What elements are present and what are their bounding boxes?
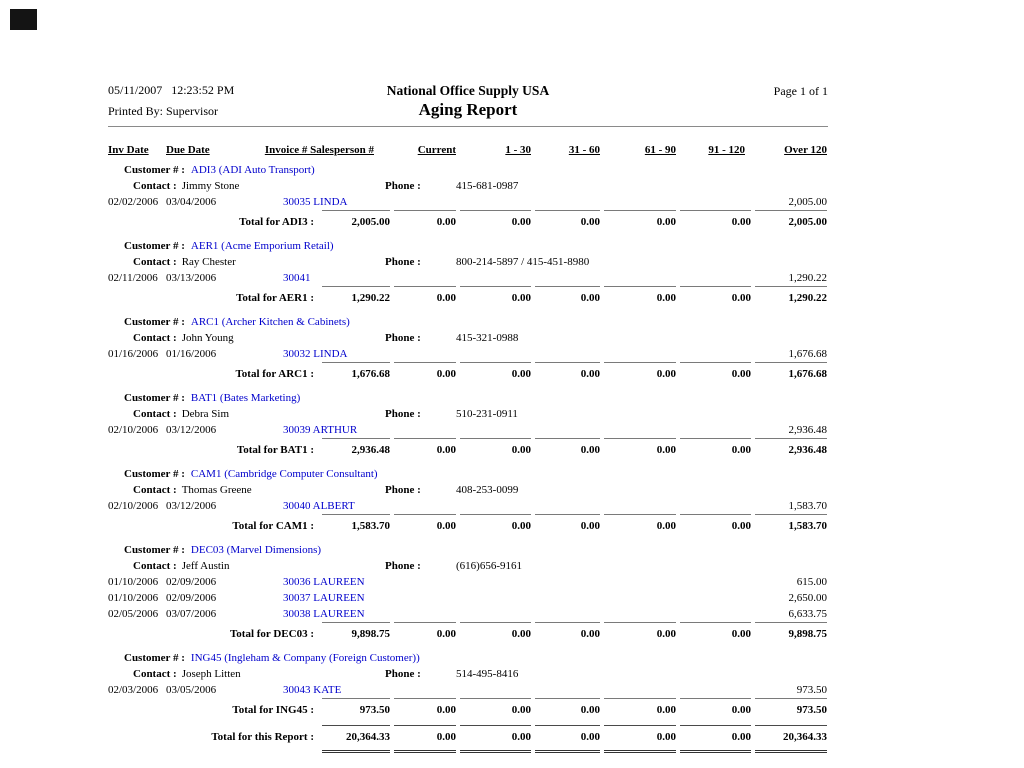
invoice-link[interactable]: 30037 LAUREEN <box>283 592 365 604</box>
customer-row <box>108 543 828 558</box>
invoice-due-date: 02/09/2006 <box>166 592 217 604</box>
phone-value: 510-231-0911 <box>456 408 518 420</box>
invoice-row <box>108 498 828 514</box>
invoice-link[interactable]: 30041 <box>283 272 311 284</box>
total-value: 2,936.48 <box>351 444 390 456</box>
col-header-31-60: 31 - 60 <box>568 144 600 156</box>
invoice-inv-date: 02/10/2006 <box>108 500 159 512</box>
total-value: 0.00 <box>580 704 600 716</box>
invoice-link[interactable]: 30038 LAUREEN <box>283 608 365 620</box>
report-total-double-rule <box>108 750 828 753</box>
total-value: 1,583.70 <box>788 520 827 532</box>
customer-total-label: Total for CAM1 : <box>232 520 314 532</box>
customer-total-label: Total for ING45 : <box>232 704 314 716</box>
invoice-due-date: 03/13/2006 <box>166 272 217 284</box>
total-value: 1,676.68 <box>788 368 827 380</box>
invoice-inv-date: 02/10/2006 <box>108 424 159 436</box>
invoice-row <box>108 590 828 606</box>
total-value: 1,290.22 <box>351 292 390 304</box>
invoice-over-120-amount: 973.50 <box>796 684 827 696</box>
total-value: 0.00 <box>731 368 751 380</box>
total-value: 973.50 <box>359 704 390 716</box>
customer-row <box>108 467 828 482</box>
invoice-row <box>108 270 828 286</box>
contact-label: Contact : <box>133 180 177 192</box>
col-header-1-30: 1 - 30 <box>505 144 531 156</box>
invoice-link[interactable]: 30039 ARTHUR <box>283 424 358 436</box>
total-value: 0.00 <box>436 292 456 304</box>
report-title: Aging Report <box>418 100 518 119</box>
customer-link[interactable]: ARC1 (Archer Kitchen & Cabinets) <box>190 316 350 328</box>
phone-value: 800-214-5897 / 415-451-8980 <box>456 256 590 268</box>
total-value: 0.00 <box>731 704 751 716</box>
customer-total-label: Total for ADI3 : <box>239 216 314 228</box>
total-value: 0.00 <box>580 368 600 380</box>
total-value: 1,583.70 <box>351 520 390 532</box>
invoice-over-120-amount: 1,583.70 <box>788 500 827 512</box>
col-header-invoice: Invoice # <box>264 144 308 156</box>
report-header <box>108 83 828 126</box>
total-value: 0.00 <box>511 520 531 532</box>
report-total-row <box>108 731 828 748</box>
contact-label: Contact : <box>133 484 177 496</box>
invoice-inv-date: 01/10/2006 <box>108 576 159 588</box>
report-total-value: 0.00 <box>731 731 751 743</box>
customer-total-label: Total for AER1 : <box>236 292 314 304</box>
contact-name: Thomas Greene <box>181 484 252 496</box>
invoice-row <box>108 574 828 590</box>
contact-name: Ray Chester <box>181 256 236 268</box>
invoice-over-120-amount: 2,650.00 <box>788 592 827 604</box>
invoice-link[interactable]: 30032 LINDA <box>283 348 348 360</box>
contact-label: Contact : <box>133 668 177 680</box>
customer-link[interactable]: AER1 (Acme Emporium Retail) <box>190 240 334 252</box>
customer-total-row <box>108 704 828 721</box>
col-header-invoice-salesperson <box>246 143 390 157</box>
invoice-row <box>108 194 828 210</box>
invoice-inv-date: 01/16/2006 <box>108 348 159 360</box>
total-value: 0.00 <box>511 368 531 380</box>
total-value: 0.00 <box>731 444 751 456</box>
total-value: 0.00 <box>436 704 456 716</box>
total-value: 2,005.00 <box>351 216 390 228</box>
total-value: 0.00 <box>656 520 676 532</box>
invoice-link[interactable]: 30036 LAUREEN <box>283 576 365 588</box>
aging-report <box>108 83 828 753</box>
total-value: 0.00 <box>436 216 456 228</box>
total-value: 0.00 <box>511 628 531 640</box>
report-total-value: 0.00 <box>436 731 456 743</box>
customer-total-label: Total for DEC03 : <box>229 628 314 640</box>
customer-label: Customer # : <box>124 240 185 252</box>
phone-label: Phone : <box>385 180 421 192</box>
total-value: 0.00 <box>511 444 531 456</box>
invoice-due-date: 01/16/2006 <box>166 348 217 360</box>
col-header-inv-date: Inv Date <box>108 144 149 156</box>
total-value: 0.00 <box>731 216 751 228</box>
total-value: 2,936.48 <box>788 444 827 456</box>
total-value: 0.00 <box>731 628 751 640</box>
customer-total-row <box>108 628 828 645</box>
phone-value: 415-681-0987 <box>456 180 519 192</box>
contact-label: Contact : <box>133 332 177 344</box>
contact-label: Contact : <box>133 560 177 572</box>
customer-link[interactable]: BAT1 (Bates Marketing) <box>190 392 301 404</box>
invoice-link[interactable]: 30040 ALBERT <box>283 500 355 512</box>
total-value: 0.00 <box>436 520 456 532</box>
phone-value: 415-321-0988 <box>456 332 519 344</box>
report-total-value: 0.00 <box>656 731 676 743</box>
report-total-value: 0.00 <box>580 731 600 743</box>
customer-row <box>108 391 828 406</box>
total-value: 2,005.00 <box>788 216 827 228</box>
total-value: 0.00 <box>580 520 600 532</box>
invoice-due-date: 03/04/2006 <box>166 196 217 208</box>
customer-link[interactable]: ING45 (Ingleham & Company (Foreign Customer)) <box>190 652 420 664</box>
contact-label: Contact : <box>133 408 177 420</box>
company-name: National Office Supply USA <box>386 83 550 98</box>
customer-total-row <box>108 216 828 233</box>
customer-label: Customer # : <box>124 468 185 480</box>
total-value: 0.00 <box>511 704 531 716</box>
invoice-over-120-amount: 2,005.00 <box>788 196 827 208</box>
total-value: 0.00 <box>656 368 676 380</box>
customer-total-row <box>108 292 828 309</box>
invoice-link[interactable]: 30043 KATE <box>283 684 342 696</box>
contact-row <box>108 558 828 574</box>
screen-artifact <box>10 9 37 30</box>
invoice-link[interactable]: 30035 LINDA <box>283 196 348 208</box>
total-value: 0.00 <box>436 628 456 640</box>
contact-row <box>108 330 828 346</box>
invoice-due-date: 03/07/2006 <box>166 608 217 620</box>
contact-name: Debra Sim <box>181 408 230 420</box>
phone-label: Phone : <box>385 560 421 572</box>
invoice-due-date: 02/09/2006 <box>166 576 217 588</box>
invoice-inv-date: 02/03/2006 <box>108 684 159 696</box>
customer-label: Customer # : <box>124 164 185 176</box>
invoice-row <box>108 682 828 698</box>
customer-label: Customer # : <box>124 392 185 404</box>
phone-label: Phone : <box>385 668 421 680</box>
total-value: 0.00 <box>511 216 531 228</box>
total-value: 0.00 <box>580 292 600 304</box>
total-value: 0.00 <box>511 292 531 304</box>
column-header-row <box>108 143 828 157</box>
col-header-91-120: 91 - 120 <box>708 144 745 156</box>
total-value: 0.00 <box>656 444 676 456</box>
contact-row <box>108 482 828 498</box>
customer-total-row <box>108 520 828 537</box>
contact-name: Jeff Austin <box>181 560 230 572</box>
printed-datetime: 05/11/2007 12:23:52 PM <box>108 83 235 97</box>
total-value: 0.00 <box>580 444 600 456</box>
invoice-inv-date: 01/10/2006 <box>108 592 159 604</box>
invoice-over-120-amount: 615.00 <box>796 576 827 588</box>
customer-link[interactable]: ADI3 (ADI Auto Transport) <box>190 164 315 176</box>
phone-label: Phone : <box>385 408 421 420</box>
invoice-over-120-amount: 2,936.48 <box>788 424 827 436</box>
invoice-over-120-amount: 1,676.68 <box>788 348 827 360</box>
customer-link[interactable]: DEC03 (Marvel Dimensions) <box>190 544 322 556</box>
col-header-over-120: Over 120 <box>784 144 827 156</box>
phone-label: Phone : <box>385 484 421 496</box>
col-header-current: Current <box>417 144 456 156</box>
total-value: 1,676.68 <box>351 368 390 380</box>
phone-value: (616)656-9161 <box>456 560 522 572</box>
contact-name: John Young <box>181 332 234 344</box>
invoice-row <box>108 422 828 438</box>
customer-label: Customer # : <box>124 316 185 328</box>
report-total-value: 0.00 <box>511 731 531 743</box>
customer-label: Customer # : <box>124 544 185 556</box>
header-rule <box>108 126 828 127</box>
contact-row <box>108 254 828 270</box>
contact-row <box>108 406 828 422</box>
report-total-value: 20,364.33 <box>783 731 827 743</box>
report-total-value: 20,364.33 <box>346 731 390 743</box>
invoice-inv-date: 02/02/2006 <box>108 196 159 208</box>
invoice-due-date: 03/12/2006 <box>166 500 217 512</box>
customer-link[interactable]: CAM1 (Cambridge Computer Consultant) <box>190 468 378 480</box>
customer-row <box>108 239 828 254</box>
customer-total-label: Total for ARC1 : <box>235 368 314 380</box>
total-value: 0.00 <box>580 216 600 228</box>
phone-value: 514-495-8416 <box>456 668 519 680</box>
phone-value: 408-253-0099 <box>456 484 519 496</box>
customer-label: Customer # : <box>124 652 185 664</box>
total-value: 0.00 <box>656 704 676 716</box>
page-indicator: Page 1 of 1 <box>773 84 828 98</box>
total-value: 9,898.75 <box>351 628 390 640</box>
customer-total-row <box>108 444 828 461</box>
contact-name: Jimmy Stone <box>181 180 240 192</box>
col-header-salesperson: Salesperson # <box>310 144 374 156</box>
invoice-row <box>108 606 828 622</box>
invoice-row <box>108 346 828 362</box>
total-value: 0.00 <box>656 292 676 304</box>
customer-row <box>108 315 828 330</box>
invoice-over-120-amount: 1,290.22 <box>788 272 827 284</box>
col-header-due-date: Due Date <box>166 144 210 156</box>
total-value: 973.50 <box>796 704 827 716</box>
invoice-over-120-amount: 6,633.75 <box>788 608 827 620</box>
customer-row <box>108 651 828 666</box>
contact-name: Joseph Litten <box>181 668 241 680</box>
contact-row <box>108 666 828 682</box>
contact-row <box>108 178 828 194</box>
phone-label: Phone : <box>385 332 421 344</box>
total-value: 1,290.22 <box>788 292 827 304</box>
contact-label: Contact : <box>133 256 177 268</box>
invoice-inv-date: 02/05/2006 <box>108 608 159 620</box>
total-value: 0.00 <box>436 444 456 456</box>
printed-by: Printed By: Supervisor <box>108 104 218 118</box>
invoice-due-date: 03/12/2006 <box>166 424 217 436</box>
total-value: 0.00 <box>731 292 751 304</box>
total-value: 0.00 <box>580 628 600 640</box>
col-header-61-90: 61 - 90 <box>644 144 676 156</box>
total-value: 0.00 <box>656 216 676 228</box>
total-value: 0.00 <box>436 368 456 380</box>
invoice-inv-date: 02/11/2006 <box>108 272 158 284</box>
total-value: 0.00 <box>731 520 751 532</box>
customer-total-label: Total for BAT1 : <box>236 444 314 456</box>
customer-total-row <box>108 368 828 385</box>
report-total-label: Total for this Report : <box>211 731 314 743</box>
customer-row <box>108 163 828 178</box>
total-value: 9,898.75 <box>788 628 827 640</box>
total-value: 0.00 <box>656 628 676 640</box>
phone-label: Phone : <box>385 256 421 268</box>
invoice-due-date: 03/05/2006 <box>166 684 217 696</box>
